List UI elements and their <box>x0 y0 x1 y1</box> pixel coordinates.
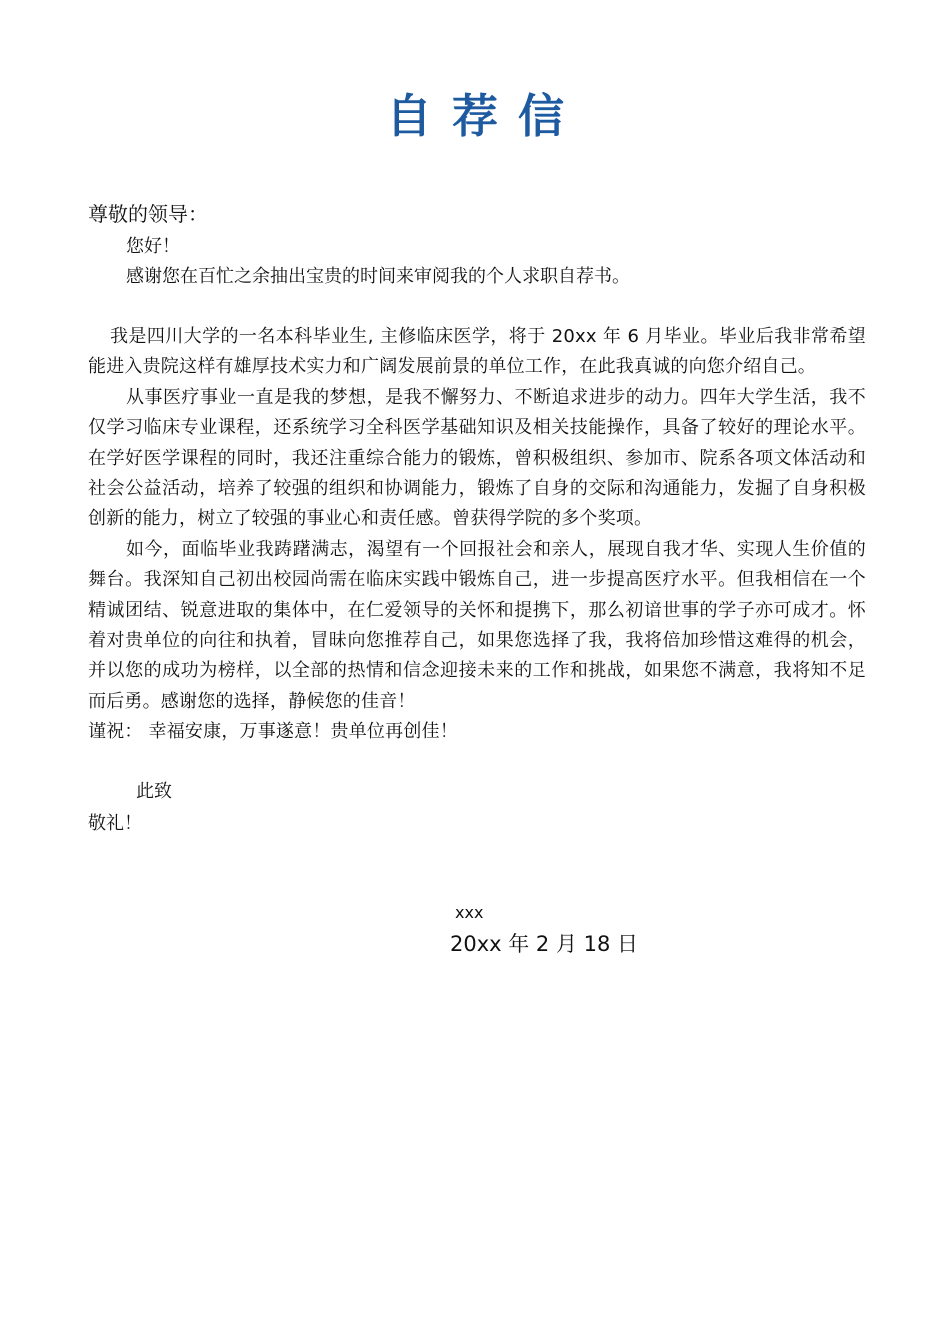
salutation: 尊敬的领导： <box>88 202 208 226</box>
wishes-line: 谨祝： 幸福安康，万事遂意！贵单位再创佳！ <box>88 721 458 743</box>
signer-name: xxx <box>455 903 484 922</box>
letter-title: 自荐信 <box>386 89 584 143</box>
paragraph-experience: 从事医疗事业一直是我的梦想，是我不懈努力、不断追求进步的动力。四年大学生活，我不仅学习临床专业课程，还系统学习全科医学基础知识及相关技能操作，具备了较好的理论水平。在学好医学课程的同时，我还注重综合能力的锻炼，曾积极组织、参加市、院系各项文体活动和社会公益活动，培养了较强的组织和协调能力，锻炼了自身的交际和沟通能力，发掘了自身积极创新的能力，树立了较强的事业心和责任感。曾获得学院的多个奖项。 <box>88 386 866 530</box>
closing-cizhi: 此致 <box>136 781 172 802</box>
thanks-line: 感谢您在百忙之余抽出宝贵的时间来审阅我的个人求职自荐书。 <box>126 266 630 287</box>
paragraph-introduction: 我是四川大学的一名本科毕业生, 主修临床医学，将于 20xx 年 6 月毕业。毕业后我非常希望能进入贵院这样有雄厚技术实力和广阔发展前景的单位工作，在此我真诚的向您介绍自己。 <box>88 326 866 378</box>
letter-date: 20xx 年 2 月 18 日 <box>450 932 639 956</box>
letter-body <box>88 322 866 748</box>
closing-jingli: 敬礼！ <box>88 813 142 834</box>
greeting: 您好！ <box>126 236 180 257</box>
paragraph-aspiration: 如今，面临毕业我踌躇满志，渴望有一个回报社会和亲人，展现自我才华、实现人生价值的舞台。我深知自己初出校园尚需在临床实践中锻炼自己，进一步提高医疗水平。但我相信在一个精诚团结、锐意进取的集体中，在仁爱领导的关怀和提携下，那么初谙世事的学子亦可成才。怀着对贵单位的向往和执着，冒昧向您推荐自己，如果您选择了我，我将倍加珍惜这难得的机会，并以您的成功为榜样，以全部的热情和信念迎接未来的工作和挑战，如果您不满意，我将知不足而后勇。感谢您的选择，静候您的佳音！ <box>88 538 866 712</box>
